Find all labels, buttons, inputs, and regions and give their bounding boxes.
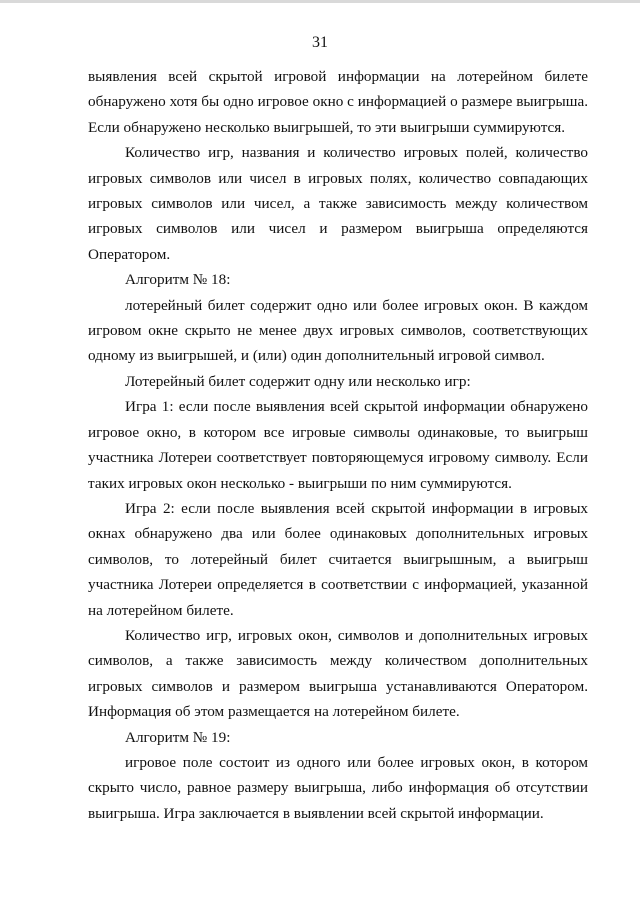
paragraph-5: Лотерейный билет содержит одну или несколько игр: [125,372,471,390]
algorithm-18-heading: Алгоритм № 18: [125,271,231,289]
algorithm-19-heading: Алгоритм № 19: [125,728,231,746]
game-1-paragraph: Игра 1: если после выявления всей скрытой информации обнаружено игровое окно, в котором все игровые символы одинаковые, то выигрыш участника Лотереи соответствует повторяющемуся игровому символу. Если таких игровых окон несколько - выигрыши по ним суммируются. [88,398,588,492]
page-number: 31 [312,34,328,51]
paragraph-4: лотерейный билет содержит одно или более игровых окон. В каждом игровом окне скрыто не менее двух игровых символов, соответствующих одному из выигрышей, и (или) один дополнительный игровой символ. [88,296,588,365]
paragraph-8: Количество игр, игровых окон, символов и дополнительных игровых символов, а также зависимость между количеством дополнительных игровых символов и размером выигрыша устанавливаются Оператором. Информация об этом размещается на лотерейном билете. [88,626,588,721]
paragraph-1: выявления всей скрытой игровой информации на лотерейном билете обнаружено хотя бы одно игровое окно с информацией о размере выигрыша. Если обнаружено несколько выигрышей, то эти выигрыши суммируются. [88,68,588,136]
page-top-edge [0,0,640,3]
document-body [88,64,588,826]
game-2-paragraph: Игра 2: если после выявления всей скрытой информации в игровых окнах обнаружено два или более одинаковых дополнительных игровых символов, то лотерейный билет считается выигрышным, а выигрыш участника Лотереи определяется в соответствии с информацией, указанной на лотерейном билете. [88,499,588,619]
paragraph-2: Количество игр, названия и количество игровых полей, количество игровых символов или чисел в игровых полях, количество совпадающих игровых символов или чисел, а также зависимость между количеством игровых символов или чисел и размером выигрыша определяются Оператором. [88,144,588,263]
paragraph-10: игровое поле состоит из одного или более игровых окон, в котором скрыто число, равное размеру выигрыша, либо информация об отсутствии выигрыша. Игра заключается в выявлении всей скрытой информации. [88,753,588,822]
